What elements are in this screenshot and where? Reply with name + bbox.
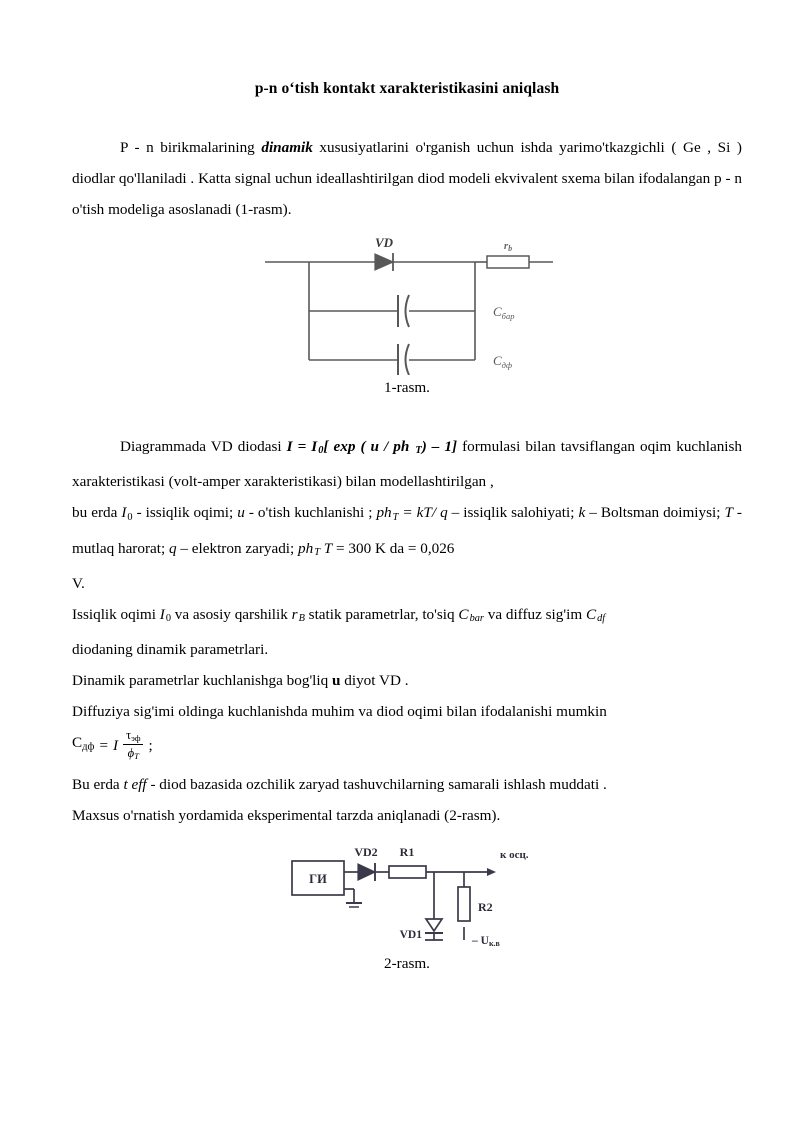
formula-iv-I: I: [286, 438, 293, 455]
paragraph-iv-formula: [72, 431, 742, 497]
frag-ph2: ph: [298, 539, 314, 557]
frag-C2: C: [585, 605, 597, 623]
formula-denominator-subscript: T: [134, 751, 139, 762]
formula-numerator-symbol: τ: [126, 728, 132, 743]
frag-va-asosiy: va asosiy qarshilik: [171, 605, 292, 623]
formula-c-subscript: дф: [82, 742, 95, 754]
frag-T2: T: [724, 504, 733, 522]
frag-k: k: [578, 504, 586, 522]
frag-otish-kuchlanishi: - o'tish kuchlanishi ;: [244, 504, 377, 522]
figure-1-caption: 1-rasm.: [384, 379, 430, 396]
paragraph-iv-lead: Diagrammada VD diodasi: [120, 438, 287, 455]
figure-2-label-generator: ГИ: [309, 871, 327, 886]
figure-2-label-diode2: VD2: [354, 844, 378, 859]
formula-iv-minus-one: – 1]: [431, 438, 458, 455]
formula-denominator-symbol: ϕ: [127, 746, 135, 761]
inline-formula-iv: [287, 438, 457, 455]
frag-kT-q: = kT/ q: [398, 504, 448, 522]
frag-bu-erda: bu erda: [72, 504, 122, 522]
frag-T4: T: [319, 539, 333, 557]
frag-dinamik-param: Dinamik parametrlar kuchlanishga bog'liq: [72, 672, 333, 690]
figure-1: [72, 235, 742, 397]
frag-C2-sub: df: [597, 613, 606, 625]
figure-2-label-voltage: – Uк.в: [472, 934, 500, 948]
formula-denominator: [125, 745, 142, 761]
frag-elektron-zaryadi: – elektron zaryadi;: [176, 539, 299, 557]
frag-q: q: [169, 539, 177, 557]
paragraph-intro: [72, 132, 742, 225]
formula-c-symbol: [72, 730, 94, 761]
figure-2-label-resistor1: R1: [399, 844, 415, 859]
figure-1-label-diode: VD: [374, 235, 394, 250]
formula-i-symbol: I: [113, 736, 119, 754]
formula-iv-eq: =: [297, 438, 307, 455]
formula-diffusion-capacitance: [72, 729, 742, 763]
formula-trailing: ;: [148, 736, 153, 754]
figure-1-label-resistor: rb: [503, 240, 513, 253]
frag-ph2-subT: T: [314, 546, 320, 558]
frag-I-sub0: 0: [127, 511, 133, 523]
spacer: [72, 225, 742, 235]
formula-iv-paren-close: ): [421, 438, 427, 455]
paragraph-intro-emphasis: dinamik: [261, 139, 313, 156]
frag-issiqlik-oqimi: - issiqlik oqimi;: [132, 504, 238, 522]
formula-numerator: [123, 728, 143, 745]
frag-diyot-vd: diyot VD .: [340, 672, 409, 690]
frag-r-subB: B: [298, 613, 305, 625]
figure-2-label-diode1: VD1: [399, 928, 422, 941]
frag-bu-erda2: Bu erda: [72, 775, 124, 793]
formula-iv-bracket: [: [323, 438, 329, 455]
paragraph-intro-part1: P - n birikmalarining: [120, 139, 262, 156]
formula-iv-sub0: 0: [318, 445, 324, 457]
paragraph-teff: [72, 769, 742, 800]
frag-I-2: I: [159, 605, 165, 623]
formula-iv-u: u: [370, 438, 379, 455]
paragraph-voltage-dependency: [72, 665, 742, 696]
frag-r: r: [291, 605, 298, 623]
paragraph-static-dynamic: [72, 599, 742, 634]
frag-issiqlik-oqimi2: Issiqlik oqimi: [72, 605, 160, 623]
frag-diod-bazasida: - diod bazasida ozchilik zaryad tashuvchilarning samarali ishlash muddati: [146, 775, 603, 793]
frag-I-sub0-2: 0: [165, 613, 171, 625]
formula-iv-paren-open: (: [360, 438, 366, 455]
formula-fraction: [123, 728, 143, 762]
frag-mutlaq-harorat: - mutlaq harorat;: [72, 504, 742, 557]
frag-ph-subT: T: [392, 511, 399, 523]
formula-iv-subT: T: [415, 445, 422, 457]
frag-C1-sub: bar: [469, 613, 484, 625]
paragraph-experiment: Maxsus o'rnatish yordamida eksperimental tarzda aniqlanadi (2-rasm).: [72, 806, 501, 824]
formula-iv-exp: exp: [333, 438, 356, 455]
figure-2-label-resistor2: R2: [478, 899, 493, 914]
frag-I: I: [121, 504, 127, 522]
frag-C1: C: [458, 605, 469, 623]
page-title: p-n o‘tish kontakt xarakteristikasini aniqlash: [254, 80, 560, 97]
formula-equals: =: [99, 736, 109, 754]
frag-statik: statik parametrlar, to'siq: [304, 605, 459, 623]
formula-c-letter: C: [72, 734, 83, 752]
formula-numerator-subscript: эф: [131, 733, 141, 744]
figure-1-circuit: [257, 235, 557, 375]
frag-t-eff: t eff: [123, 775, 147, 793]
frag-issiqlik-salohiyati: – issiqlik salohiyati;: [447, 504, 579, 522]
paragraph-dynamic-params: diodaning dinamik parametrlari.: [72, 641, 269, 659]
figure-2-circuit: [282, 841, 532, 951]
figure-1-label-cap-diff: $C_{дф}$: [493, 353, 513, 370]
frag-val-300: = 300 K da = 0,026: [332, 539, 455, 557]
formula-iv-I0: I: [311, 438, 318, 455]
frag-dot: .: [603, 775, 607, 793]
figure-2-caption: 2-rasm.: [384, 954, 430, 972]
spacer: [72, 397, 742, 431]
spacer: [72, 831, 742, 841]
formula-iv-slash: /: [384, 438, 389, 455]
formula-iv-ph: ph: [393, 438, 410, 455]
figure-1-label-cap-barrier: $C_{бар}$: [493, 304, 515, 321]
frag-u: u: [237, 504, 245, 522]
paragraph-definitions-cont: V.: [72, 574, 85, 592]
frag-u-bold: u: [332, 672, 341, 690]
figure-2: [72, 841, 742, 973]
spacer: [72, 98, 742, 132]
paragraph-diffusion-cap: Diffuziya sig'imi oldinga kuchlanishda muhim va diod oqimi bilan ifodalanishi mumkin: [72, 703, 607, 721]
figure-2-label-output: к осц.: [500, 848, 529, 861]
frag-va-diffuz: va diffuz sig'im: [483, 605, 586, 623]
paragraph-iv-tail: formulasi bilan tavsiflangan oqim kuchlanish xarakteristikasi (volt-amper xarakteristikasi) bilan modellashtirilgan ,: [72, 438, 743, 491]
frag-ph: ph: [376, 504, 392, 522]
frag-boltsman: – Boltsman doimiysi;: [585, 504, 725, 522]
paragraph-definitions: [72, 497, 742, 568]
paragraph-intro-part2: xususiyatlarini o'rganish uchun ishda yarimo'tkazgichli ( Ge , Si ) diodlar qo'llaniladi . Katta signal uchun ideallashtirilgan diod modeli ekvivalent sxema bilan ifodalangan p - n o'tish modeliga asoslanadi (1-rasm).: [72, 139, 742, 218]
